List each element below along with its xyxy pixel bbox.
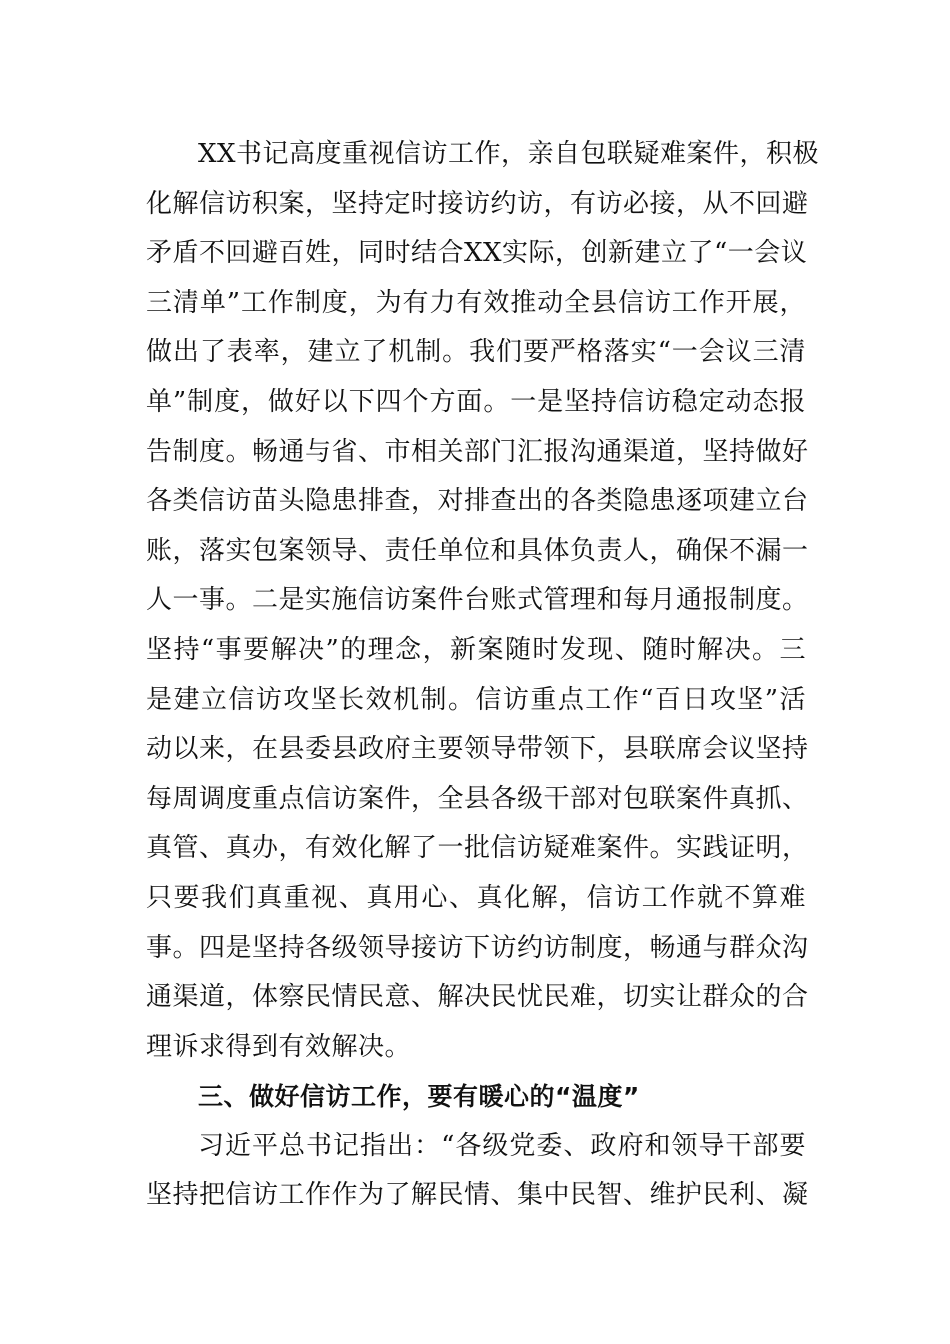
- paragraph-line: 习近平总书记指出：“各级党委、政府和领导干部要: [198, 1130, 806, 1161]
- paragraph-line: 做出了表率，建立了机制。我们要严格落实“一会议三清: [146, 337, 806, 368]
- paragraph-line: 各类信访苗头隐患排查，对排查出的各类隐患逐项建立台: [146, 486, 809, 517]
- document-body: [146, 130, 820, 1221]
- paragraph-line: 单”制度，做好以下四个方面。一是坚持信访稳定动态报: [146, 386, 806, 417]
- paragraph-line: 矛盾不回避百姓，同时结合XX实际，创新建立了“一会议: [146, 238, 808, 269]
- paragraph-line: 坚持“事要解决”的理念，新案随时发现、随时解决。三: [146, 634, 806, 665]
- paragraph-line: 通渠道，体察民情民意、解决民忧民难，切实让群众的合: [146, 982, 809, 1013]
- paragraph-line: 真管、真办，有效化解了一批信访疑难案件。实践证明，: [146, 833, 809, 864]
- paragraph-line: 动以来，在县委县政府主要领导带领下，县联席会议坚持: [146, 734, 809, 765]
- paragraph-line: 事。四是坚持各级领导接访下访约访制度，畅通与群众沟: [146, 932, 809, 963]
- paragraph-line: 账，落实包案领导、责任单位和具体负责人，确保不漏一: [146, 535, 809, 566]
- paragraph-line: 坚持把信访工作作为了解民情、集中民智、维护民利、凝: [146, 1180, 809, 1211]
- paragraph-line: 理诉求得到有效解决。: [146, 1031, 412, 1062]
- paragraph-line: 人一事。二是实施信访案件台账式管理和每月通报制度。: [146, 585, 809, 616]
- paragraph-line: 只要我们真重视、真用心、真化解，信访工作就不算难: [146, 882, 806, 913]
- paragraph-line: 每周调度重点信访案件，全县各级干部对包联案件真抓、: [146, 783, 809, 814]
- section-heading: 三、做好信访工作，要有暖心的“温度”: [198, 1082, 640, 1112]
- paragraph-line: 化解信访积案，坚持定时接访约访，有访必接，从不回避: [146, 188, 809, 219]
- paragraph-line: XX书记高度重视信访工作，亲自包联疑难案件，积极: [198, 139, 820, 169]
- paragraph-line: 告制度。畅通与省、市相关部门汇报沟通渠道，坚持做好: [146, 436, 809, 467]
- paragraph-line: 三清单”工作制度，为有力有效推动全县信访工作开展，: [146, 287, 806, 318]
- paragraph-line: 是建立信访攻坚长效机制。信访重点工作“百日攻坚”活: [146, 684, 806, 715]
